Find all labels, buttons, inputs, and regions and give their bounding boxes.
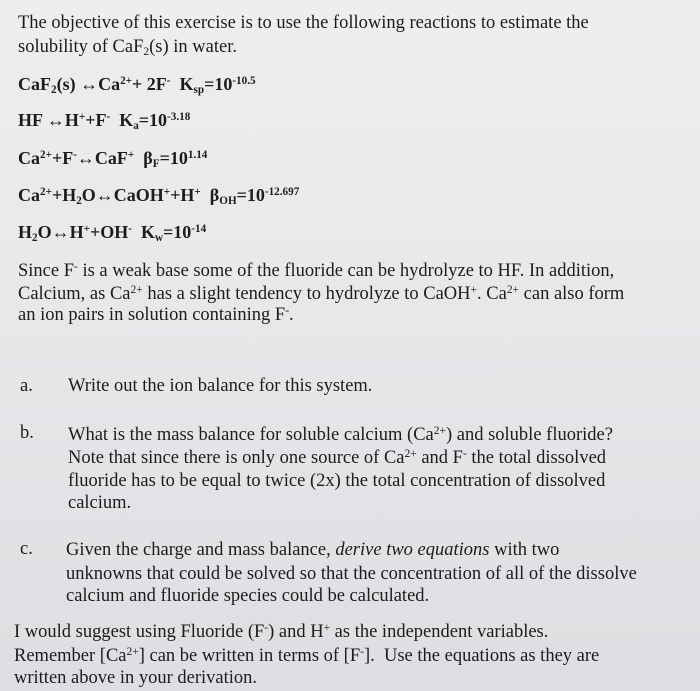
item-a-label: a. — [20, 376, 33, 396]
item-c-line-1: Given the charge and mass balance, derive two equations with two — [66, 540, 560, 560]
item-a-text: Write out the ion balance for this system. — [68, 376, 373, 396]
intro-line-2: solubility of CaF$_2$(s) in water. — [18, 37, 237, 58]
para-line-2: Calcium, as $Ca^{2+}$ has a slight tendency to hydrolyze to CaOH+. $Ca^{2+}$ can also form — [18, 283, 625, 304]
closing-line-3: written above in your derivation. — [14, 668, 258, 688]
equation-caf-ion-pair: $Ca^{2+}+F^-\leftrightarrow CaF^+$ $\beta_F=10^{1.14}$ — [18, 148, 208, 170]
item-b-line-3: fluoride has to be equal to twice (2x) the total concentration of dissolved — [68, 471, 606, 491]
closing-line-1: I would suggest using Fluoride (F-) and H+ as the independent variables. — [14, 621, 549, 642]
equation-hf-dissociation: HF ↔H++F- $K_a=10^{-3.18}$ — [18, 110, 191, 132]
para-line-1: Since F- is a weak base some of the fluoride can be hydrolyze to HF. In addition, — [18, 260, 615, 281]
item-b-line-1: What is the mass balance for soluble calcium $(Ca^{2+})$ and soluble fluoride? — [68, 424, 613, 445]
closing-line-2: Remember $[Ca^{2+}]$ can be written in terms of [F-]. Use the equations as they are — [14, 645, 600, 666]
equation-ca-hydrolysis: $Ca^{2+}+H_2O\leftrightarrow CaOH^++H^+$ $\beta_{OH}=10^{-12.697}$ — [18, 185, 300, 207]
item-b-line-2: Note that since there is only one source of $Ca^{2+}$ and F- the total dissolved — [68, 447, 607, 468]
para-line-3: an ion pairs in solution containing F-. — [18, 304, 294, 325]
item-b-label: b. — [20, 423, 34, 443]
item-b-line-4: calcium. — [68, 493, 132, 513]
intro-line-1: The objective of this exercise is to use the following reactions to estimate the — [18, 13, 589, 33]
item-c-line-3: calcium and fluoride species could be calculated. — [66, 586, 430, 606]
equation-caf2-dissolution: CaF$_2$(s) $\leftrightarrow Ca^{2+}+ 2F^-$ $K_{sp}=10^{-10.5}$ — [18, 74, 256, 96]
item-c-label: c. — [20, 539, 33, 559]
item-c-line-2: unknowns that could be solved so that the concentration of all of the dissolve — [66, 564, 637, 584]
equation-water-autoionization: $H_2O\leftrightarrow H^++OH^-$ $K_w=10^{-14}$ — [18, 222, 207, 244]
